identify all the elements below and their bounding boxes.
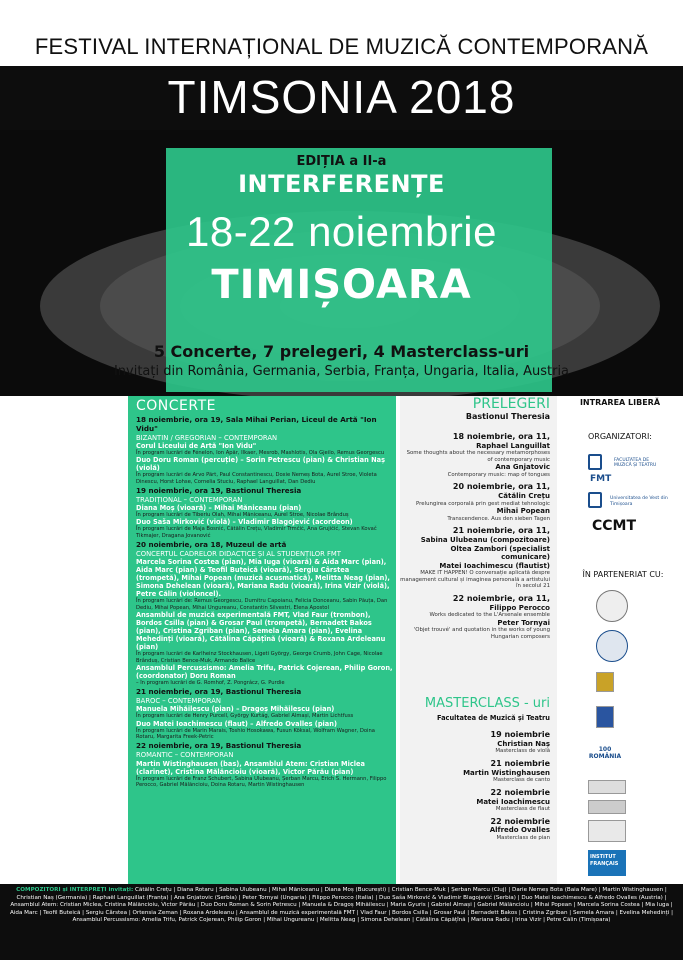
guest-countries: Invitați din România, Germania, Serbia, Franța, Ungaria, Italia, Austria bbox=[113, 364, 570, 379]
lecture-date: 22 noiembrie, ora 11, bbox=[452, 594, 550, 603]
concert-program: În program lucrări de Karlheinz Stockhausen, Ligeti György, George Crumb, John Cage, Nicolae Brânduș, Cristian Bence-Muk, Armando Balice bbox=[136, 651, 383, 664]
lecture-date: 20 noiembrie, ora 11, bbox=[452, 482, 550, 492]
romania-100-logo: 100 ROMÂNIA bbox=[588, 746, 622, 760]
concert-program: În program lucrări de Franz Schubert, Sabina Ulubeanu, Șerban Marcu, Erich S. Hermann, Filippo Perocco, Gabriel Mălăncioiu, Doina Rotaru, Martin Wistinghausen bbox=[136, 775, 387, 788]
concert-performer: Martin Wistinghausen (bas), Ansamblul Atem: Cristian Miclea (clarinet), Cristina Mălăncioiu (vioară), Victor Părău (pian) bbox=[136, 759, 365, 776]
concert-event bbox=[136, 487, 394, 539]
lecture-topic: Prelungirea corporală prin gest mediat tehnologic bbox=[416, 500, 550, 507]
city-hall-logo bbox=[596, 706, 614, 728]
edition-label: EDIȚIA a II-a bbox=[296, 154, 387, 169]
uvt-logo bbox=[588, 492, 672, 512]
masterclass-teacher: Matei Ioachimescu bbox=[476, 797, 550, 806]
concert-date: 22 noiembrie, ora 19, Bastionul Theresia bbox=[136, 741, 302, 751]
partner-logo bbox=[588, 800, 626, 814]
festival-city: TIMIȘOARA bbox=[211, 262, 472, 308]
fmt-logo-text: FMT bbox=[590, 474, 612, 484]
concert-program: În program lucrări de Tiberiu Olah, Mihai Măniceanu, Aurel Stroe, Nicolae Brânduș bbox=[136, 512, 349, 519]
festival-name: TIMSONIA 2018 bbox=[167, 71, 516, 123]
concert-date: 19 noiembrie, ora 19, Bastionul Theresia bbox=[136, 485, 302, 495]
concert-program: În program lucrări de Maja Bosnić, Cătălin Crețu, Vladimir Trmčić, Ana Grujičić, Stevan Kovač Tikmajer, Dragana Jovanović bbox=[136, 526, 377, 539]
footer-text: Cătălin Crețu | Diana Rotaru | Sabina Ulubeanu | Mihai Măniceanu | Diana Moș (București) | Cristian Bence-Muk | Șerban Marcu (Cluj) | Darie Nemeș Bota (Baia Mare) | Martin Wistinghausen | Christian Naș (Germania) | Raphaël Languillat (Franța) | Ana Gnjatovic (Serbia) | Peter Tornyai (Ungaria) | Filippo Perocco (Italia) | Duo Saša Mirković & Vladimir Blagojević (Serbia) | Duo Matei Ioachimescu & Alfredo Ovalles (Austria) | Ansamblul Atem: Cristian Miclea, Cristina Mălăncioiu, Victor Părău | Duo Doru Roman & Sorin Petrescu | Manuela & Dragoș Mihăilescu | Maria Gyuris | Gabriel Almași | Gabriel Mălăncioiu | Mihai Popean | Marcela Sorina Costea | Mia Iuga | Aida Marc | Teofil Buteică | Sergiu Cârstea | Ortensia Zeman | Roxana Ardeleanu | Ansamblul de muzică experimentală FMT | Vlad Faur | Bordos Csilla | Grosar Paul | Bernadett Bakos | Cristina Zgriban | Semela Amara | Evelina Mehedinți | Ansamblul Percussismo: Amelia Trifu, Patrick Cojerean, Philip Goron | Mihai Ungureanu | Melitta Neag | Simona Dehelean | Cătălina Căpățînă | Mariana Radu | Irina Vizir | Petre Călin (Timișoara) bbox=[10, 887, 673, 924]
masterclass-topic: Masterclass de violă bbox=[495, 748, 550, 755]
lecture-speaker: Mihai Popean bbox=[496, 507, 550, 516]
concert-program: În program lucrări de Marin Marais, Toshio Hosokawa, Fusun Köksal, Wolfram Wagner, Doina Rotaru, Margarita Freek-Petric bbox=[136, 727, 375, 741]
concert-date: 21 noiembrie, ora 19, Bastionul Theresia bbox=[136, 687, 302, 697]
concert-performer: Diana Moș (vioară) – Mihai Măniceanu (pian) bbox=[136, 504, 302, 513]
concert-event bbox=[136, 688, 394, 740]
uvt-logo-text: Universitatea de Vest din Timișoara bbox=[610, 496, 668, 507]
concert-event bbox=[136, 742, 394, 788]
lecture-date: 21 noiembrie, ora 11, bbox=[452, 526, 550, 536]
concert-performer: Manuela Mihăilescu (pian) – Dragoș Mihăilescu (pian) bbox=[136, 705, 335, 714]
concert-subtitle: BIZANTIN / GREGORIAN – CONTEMPORAN bbox=[136, 433, 278, 442]
concert-subtitle: BAROC – CONTEMPORAN bbox=[136, 697, 221, 706]
concert-program: În program lucrări de: Remus Georgescu, Dumitru Capoianu, Felicia Donceanu, Sabin Păuța, Dan Dediu, Mihai Popean, Mihai Ungureanu, Constantin Silvestri, Elena Apostol bbox=[136, 598, 388, 611]
masterclass-teacher: Alfredo Ovalles bbox=[489, 826, 550, 835]
concert-subtitle: CONCERTUL CADRELOR DIDACTICE ȘI AL STUDENȚILOR FMT bbox=[136, 549, 341, 558]
lectures-heading: PRELEGERI bbox=[472, 396, 550, 412]
concert-program: – în program lucrări de G. Romhof, Z. Pongrácz, G. Purdie bbox=[136, 679, 285, 686]
lecture-topic: MAKE IT HAPPEN! O conversație aplicată despre management cultural și imaginea personală a artistului în secolul 21 bbox=[400, 570, 550, 590]
masterclass-date: 19 noiembrie bbox=[490, 730, 550, 740]
concert-performer: Duo Saša Mirković (violă) – Vladimir Blagojević (acordeon) bbox=[136, 518, 353, 527]
concert-event bbox=[136, 416, 394, 485]
concert-performer: Ansamblul Percussismo: Amelia Trifu, Patrick Cojerean, Philip Goron, (coordonator) Doru Roman bbox=[136, 663, 393, 680]
concerts-heading: CONCERTE bbox=[136, 398, 216, 414]
lecture-speaker: Matei Ioachimescu (flautist) bbox=[439, 561, 550, 570]
lecture-topic: Works dedicated to the L'Arsenale ensemble bbox=[429, 612, 550, 619]
lecture-topic: Some thoughts about the necessary metamorphoses of contemporary music bbox=[406, 450, 550, 463]
masterclass-heading: MASTERCLASS - uri bbox=[424, 696, 550, 711]
concert-performer: Marcela Sorina Costea (pian), Mia Iuga (vioară) & Aida Marc (pian), Aida Marc (pian) & Teofil Buteică (vioară), Sergiu Cârstea (trompetă), Mihai Popean (muzică acusmatică), Melitta Neag (pian), Simona Dehelean (vioară), Mariana Radu (vioară), Irina Vizir (violă), Petre Călin (violoncel). bbox=[136, 558, 390, 599]
uvt-logo-mark bbox=[588, 492, 602, 508]
lectures-list bbox=[400, 412, 550, 641]
county-council-logo bbox=[596, 672, 614, 692]
partner-round-logo bbox=[596, 630, 628, 662]
concert-program: În program lucrări de Henry Purcell, György Kurtág, Gabriel Almași, Martin Lichtfuss bbox=[136, 713, 354, 720]
partner-seal-logo bbox=[596, 590, 628, 622]
lecture-date: 18 noiembrie, ora 11, bbox=[452, 431, 550, 441]
festival-title: FESTIVAL INTERNAȚIONAL DE MUZICĂ CONTEMPORANĂ bbox=[34, 34, 649, 59]
masterclass-topic: Masterclass de pian bbox=[496, 834, 550, 841]
lectures-venue: Bastionul Theresia bbox=[465, 412, 550, 421]
masterclass-teacher: Martin Wistinghausen bbox=[463, 768, 550, 777]
lecture-speaker: Peter Tornyai bbox=[497, 618, 550, 627]
masterclass-date: 22 noiembrie bbox=[490, 787, 550, 797]
concert-performer: Ansamblul de muzică experimentală FMT, Vlad Faur (trombon), Bordos Csilla (pian) & Grosar Paul (trompetă), Bernadett Bakos (pian), Cristina Zgriban (pian), Semela Amara (pian), Evelina Mehedinți (vioară), Cătălina Căpățînă (vioară) & Roxana Ardeleanu (pian) bbox=[136, 611, 386, 652]
fmt-logo bbox=[588, 450, 668, 486]
concert-date: 18 noiembrie, ora 19, Sala Mihai Perian, Liceul de Artă "Ion Vidu" bbox=[136, 415, 377, 433]
concert-program: În program lucrări de Arvo Pärt, Paul Constantinescu, Doxie Nemeș Bota, Aurel Stroe, Violeta Dinescu, Horst Lohse, Cornelia Stuciu, Raphael Languillat, Dan Dediu bbox=[136, 472, 377, 485]
institut-francais-logo: INSTITUT FRANÇAIS bbox=[588, 850, 626, 876]
lecture-topic: 'Objet trouvé' and quotation in the works of young Hungarian composers bbox=[413, 627, 550, 640]
masterclass-date: 21 noiembrie bbox=[490, 758, 550, 768]
footer-credits bbox=[0, 884, 683, 960]
lecture-speaker: Oltea Zambori (specialist comunicare) bbox=[450, 544, 550, 562]
lecture-speaker: Sabina Ulubeanu (compozitoare) bbox=[420, 536, 550, 545]
lecture-topic: Transcendence. Aus den sieben Tagen bbox=[447, 515, 550, 522]
fmt-logo-subtitle: FACULTATEA DE MUZICĂ ȘI TEATRU bbox=[614, 458, 657, 469]
organizers-label: ORGANIZATORI: bbox=[588, 432, 652, 441]
cultural-center-logo bbox=[588, 820, 626, 842]
masterclass-topic: Masterclass de flaut bbox=[495, 806, 550, 813]
free-entry-label: INTRAREA LIBERĂ bbox=[579, 398, 661, 407]
concert-list bbox=[136, 416, 394, 790]
masterclass-venue: Facultatea de Muzică și Teatru bbox=[436, 714, 550, 722]
lecture-topic: Contemporary music: map of tongues bbox=[447, 471, 550, 478]
concert-subtitle: ROMANTIC – CONTEMPORAN bbox=[136, 751, 234, 760]
partners-label: ÎN PARTENERIAT CU: bbox=[582, 570, 664, 579]
masterclass-topic: Masterclass de canto bbox=[493, 777, 550, 784]
fmt-logo-mark bbox=[588, 454, 602, 470]
masterclass-date: 22 noiembrie bbox=[490, 816, 550, 826]
footer-label: COMPOZITORI și INTERPREȚI invitați: bbox=[16, 887, 134, 893]
concert-date: 20 noiembrie, ora 18, Muzeul de artă bbox=[136, 540, 287, 550]
concert-performer: Corul Liceului de Artă "Ion Vidu" bbox=[136, 441, 257, 450]
festival-dates: 18-22 noiembrie bbox=[185, 208, 497, 255]
theme-label: INTERFERENȚE bbox=[238, 170, 445, 198]
lecture-speaker: Raphael Languillat bbox=[476, 441, 550, 450]
concert-performer: Duo Doru Roman (percuție) – Sorin Petrescu (pian) & Christian Naș (violă) bbox=[136, 456, 385, 473]
concert-program: În program lucrări de Fénelon, Ion Apăr, Ilkaer, Mesrob, Mashlotis, Ola Gjeilo, Remus Georgescu bbox=[136, 449, 385, 456]
event-summary: 5 Concerte, 7 prelegeri, 4 Masterclass-uri bbox=[153, 342, 530, 361]
lecture-speaker: Filippo Perocco bbox=[489, 603, 550, 612]
masterclass-list bbox=[400, 714, 550, 842]
concert-event bbox=[136, 541, 394, 686]
masterclass-teacher: Christian Naș bbox=[497, 739, 550, 748]
lecture-speaker: Ana Gnjatovic bbox=[495, 463, 550, 472]
lecture-speaker: Cătălin Crețu bbox=[498, 492, 550, 501]
concert-performer: Duo Matei Ioachimescu (flaut) – Alfredo Ovalles (pian) bbox=[136, 719, 337, 728]
ccmt-logo: CCMT bbox=[592, 518, 637, 534]
partner-logo bbox=[588, 780, 626, 794]
concert-subtitle: TRADIȚIONAL – CONTEMPORAN bbox=[136, 495, 243, 504]
